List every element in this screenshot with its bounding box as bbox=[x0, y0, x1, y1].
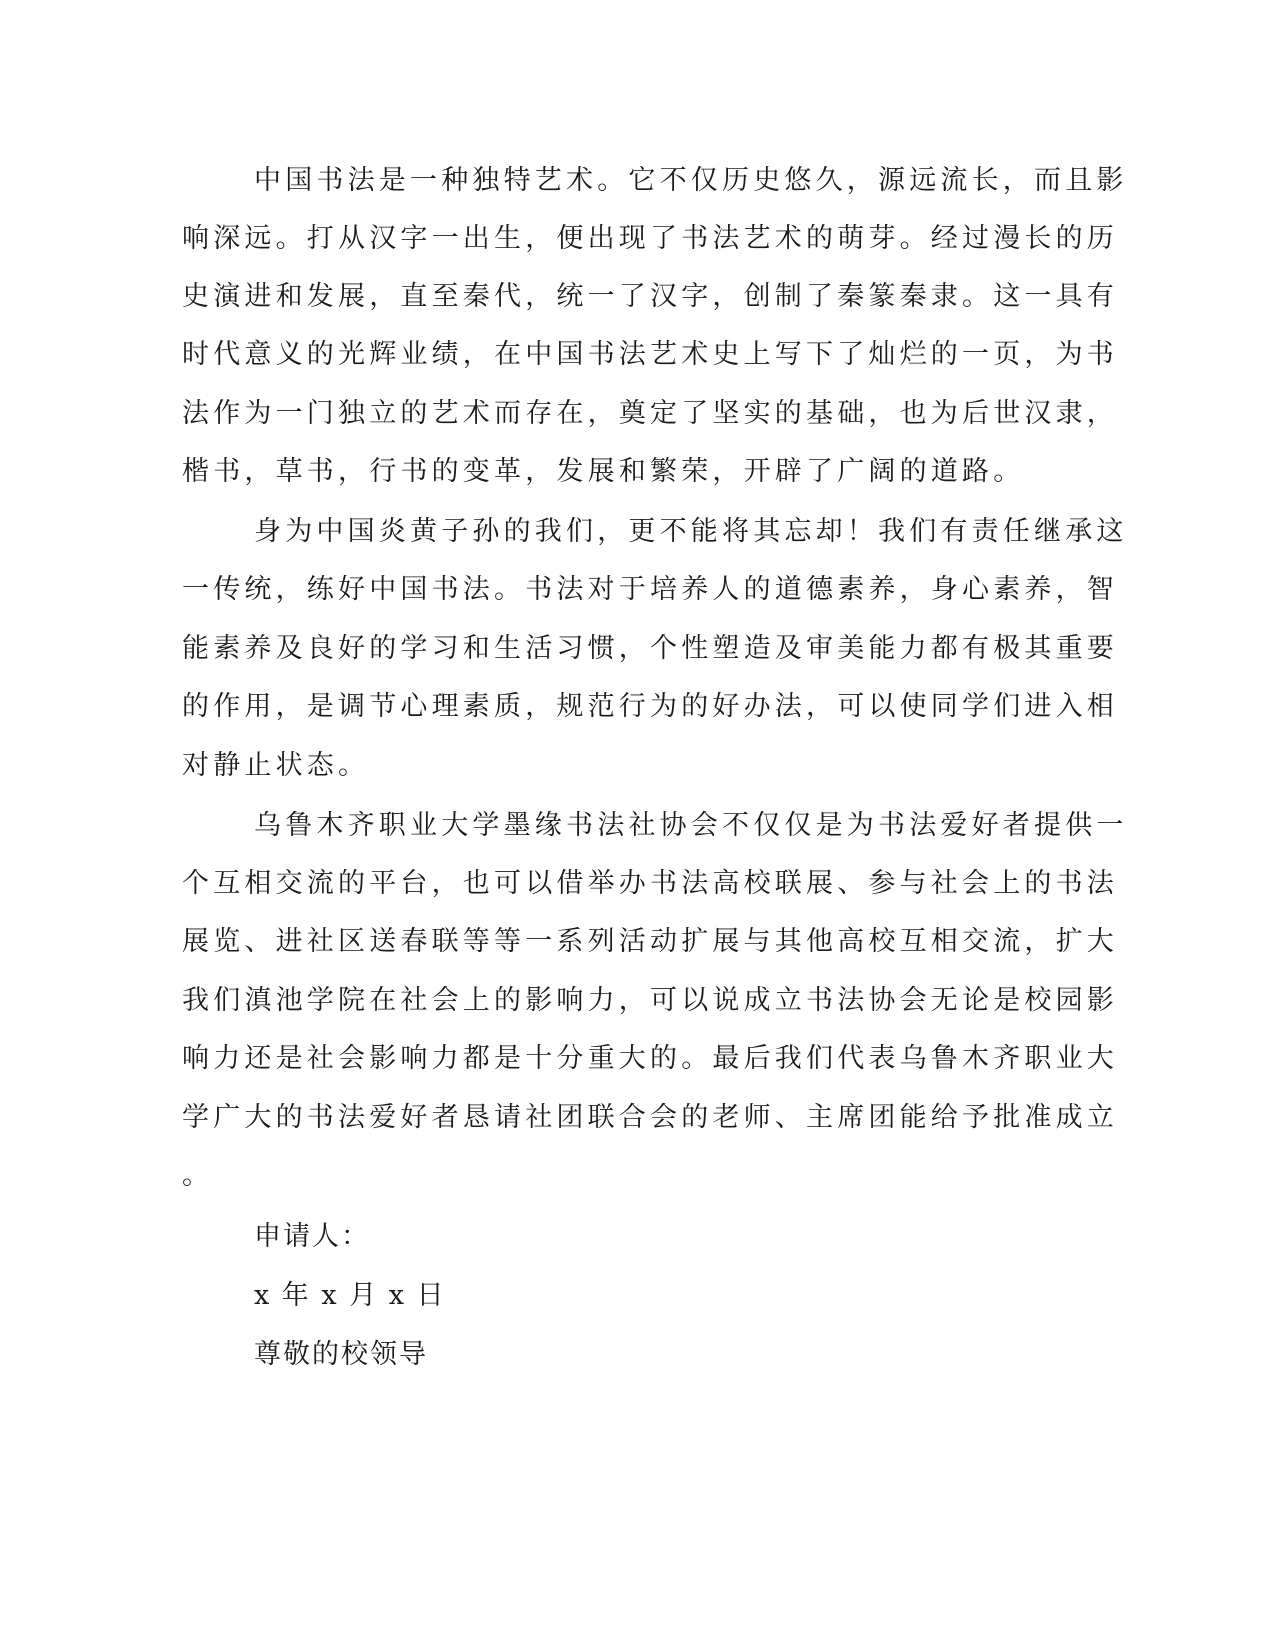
paragraph-1-line-6: 楷书，草书，行书的变革，发展和繁荣，开辟了广阔的道路。 bbox=[182, 456, 1025, 487]
paragraph-2-line-4: 的作用，是调节心理素质，规范行为的好办法，可以使同学们进入相 bbox=[182, 691, 1118, 722]
applicant-label: 申请人： bbox=[254, 1221, 370, 1252]
signature-date: x 年 x 月 x 日 bbox=[254, 1280, 446, 1311]
paragraph-3-line-4: 我们滇池学院在社会上的影响力，可以说成立书法协会无论是校园影 bbox=[182, 985, 1118, 1016]
paragraph-2-line-1: 身为中国炎黄子孙的我们，更不能将其忘却！我们有责任继承这 bbox=[254, 516, 1128, 547]
paragraph-2-line-5: 对静止状态。 bbox=[182, 750, 370, 781]
paragraph-1-line-2: 响深远。打从汉字一出生，便出现了书法艺术的萌芽。经过漫长的历 bbox=[182, 223, 1118, 254]
paragraph-2-line-3: 能素养及良好的学习和生活习惯，个性塑造及审美能力都有极其重要 bbox=[182, 633, 1118, 664]
paragraph-3-line-7: 。 bbox=[182, 1160, 214, 1191]
paragraph-1-line-1: 中国书法是一种独特艺术。它不仅历史悠久，源远流长，而且影 bbox=[254, 165, 1128, 196]
paragraph-3-line-2: 个互相交流的平台，也可以借举办书法高校联展、参与社会上的书法 bbox=[182, 868, 1118, 899]
paragraph-3-line-1: 乌鲁木齐职业大学墨缘书法社协会不仅仅是为书法爱好者提供一 bbox=[254, 810, 1128, 841]
paragraph-3-line-3: 展览、进社区送春联等等一系列活动扩展与其他高校互相交流，扩大 bbox=[182, 926, 1118, 957]
paragraph-1-line-3: 史演进和发展，直至秦代，统一了汉字，创制了秦篆秦隶。这一具有 bbox=[182, 281, 1118, 312]
paragraph-2-line-2: 一传统，练好中国书法。书法对于培养人的道德素养，身心素养，智 bbox=[182, 574, 1118, 605]
paragraph-1-line-5: 法作为一门独立的艺术而存在，奠定了坚实的基础，也为后世汉隶， bbox=[182, 398, 1118, 429]
paragraph-3-line-5: 响力还是社会影响力都是十分重大的。最后我们代表乌鲁木齐职业大 bbox=[182, 1043, 1118, 1074]
paragraph-3-line-6: 学广大的书法爱好者恳请社团联合会的老师、主席团能给予批准成立 bbox=[182, 1102, 1118, 1133]
salutation: 尊敬的校领导 bbox=[254, 1339, 428, 1370]
paragraph-1-line-4: 时代意义的光辉业绩，在中国书法艺术史上写下了灿烂的一页，为书 bbox=[182, 339, 1118, 370]
